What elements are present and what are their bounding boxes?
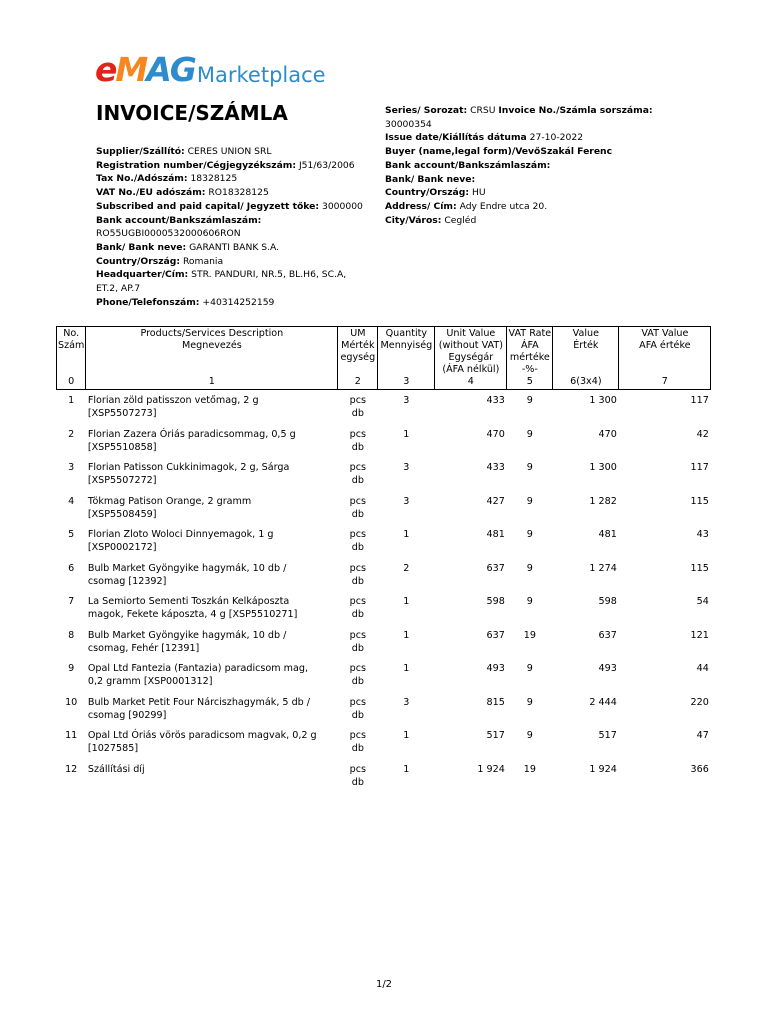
- vat-value-cell: 115: [690, 562, 709, 574]
- supplier-value: CERES UNION SRL: [187, 146, 272, 157]
- table-row: [57, 662, 711, 696]
- unit-of-measure-cell: pcs db: [349, 596, 367, 620]
- vat-rate-cell: 9: [526, 529, 533, 540]
- supplier-line: [96, 145, 366, 159]
- unit-of-measure-cell: pcs db: [349, 428, 367, 453]
- vat-value-cell: 44: [696, 663, 709, 674]
- line-value-cell: 481: [598, 529, 617, 540]
- row-number-cell: 12: [65, 763, 78, 775]
- unit-value-cell: 598: [486, 596, 505, 607]
- column-index: 5: [526, 376, 533, 387]
- buyer-label: Bank account/Bankszámlaszám:: [385, 159, 551, 171]
- row-number-cell: 6: [68, 562, 75, 574]
- table-row: [57, 528, 711, 562]
- vat-rate-cell: 9: [526, 696, 533, 708]
- buyer-label: City/Város:: [385, 214, 442, 226]
- column-header-label: UM Mérték egység: [340, 328, 376, 363]
- column-header: [338, 327, 378, 390]
- unit-value-cell: 517: [486, 730, 505, 741]
- line-value-cell: 1 274: [589, 562, 617, 574]
- supplier-value: GARANTI BANK S.A.: [189, 241, 280, 253]
- series-label: Series/ Sorozat:: [385, 105, 468, 116]
- supplier-line: [96, 186, 366, 200]
- series-line: [385, 104, 685, 118]
- vat-value-cell: 220: [690, 696, 709, 708]
- supplier-value: RO18328125: [208, 187, 269, 199]
- supplier-label: Subscribed and paid capital/ Jegyzett tőke:: [96, 200, 320, 212]
- line-value-cell: 493: [598, 663, 617, 674]
- product-description-cell: Tökmag Patison Orange, 2 gramm [XSP5508459]: [87, 495, 252, 520]
- issue-date-label: Issue date/Kiállítás dátuma: [385, 132, 527, 144]
- supplier-line: [96, 296, 366, 310]
- table-row: [57, 428, 711, 462]
- supplier-line: [96, 200, 366, 214]
- quantity-cell: 1: [403, 629, 410, 641]
- table-row: [57, 629, 711, 663]
- vat-rate-cell: 9: [526, 562, 533, 574]
- supplier-value: Romania: [182, 255, 224, 267]
- column-index: 7: [661, 376, 668, 387]
- column-header-label: Quantity Mennyiség: [380, 328, 433, 351]
- supplier-line: [96, 255, 366, 269]
- supplier-value: J51/63/2006: [298, 159, 355, 171]
- supplier-line: [96, 268, 366, 295]
- column-header-label: Products/Services Description Megnevezés: [140, 328, 284, 351]
- buyer-line: [385, 159, 685, 173]
- product-description-cell: Bulb Market Gyöngyike hagymák, 10 db / csomag, Fehér [12391]: [87, 629, 287, 654]
- supplier-value: RO55UGBI0000532000606RON: [96, 228, 241, 240]
- column-header-label: Value Érték: [572, 328, 600, 351]
- unit-of-measure-cell: pcs db: [349, 696, 367, 721]
- column-header: [86, 327, 338, 390]
- column-index: 2: [354, 376, 361, 387]
- unit-of-measure-cell: pcs db: [349, 663, 367, 687]
- row-number-cell: 5: [68, 529, 75, 540]
- invoice-number-line: [385, 118, 685, 132]
- buyer-line: [385, 200, 685, 214]
- product-description-cell: Florian Zloto Woloci Dinnyemagok, 1 g [XSP0002172]: [87, 529, 274, 553]
- logo-letter-g: G: [169, 50, 195, 89]
- quantity-cell: 3: [403, 462, 410, 473]
- line-value-cell: 1 300: [589, 395, 617, 406]
- supplier-line: [96, 159, 366, 173]
- row-number-cell: 1: [68, 395, 75, 406]
- supplier-label: VAT No./EU adószám:: [96, 187, 206, 199]
- table-row: [57, 461, 711, 495]
- row-number-cell: 8: [68, 629, 75, 641]
- issue-date-line: [385, 131, 685, 145]
- logo-marketplace-text: Marketplace: [196, 63, 326, 87]
- unit-value-cell: 1 924: [477, 763, 505, 775]
- buyer-label: Bank/ Bank neve:: [385, 173, 476, 185]
- column-index: 1: [208, 376, 215, 387]
- unit-of-measure-cell: pcs db: [349, 462, 367, 486]
- supplier-label: Headquarter/Cím:: [96, 269, 189, 281]
- supplier-label: Registration number/Cégjegyzékszám:: [96, 159, 297, 171]
- supplier-value: +40314252159: [202, 296, 275, 308]
- unit-value-cell: 637: [486, 562, 505, 574]
- column-header-label: Unit Value (without VAT) Egységár (ÁFA nélkül): [438, 328, 503, 375]
- line-value-cell: 637: [598, 629, 617, 641]
- table-row: [57, 495, 711, 529]
- table-header-row: [57, 327, 711, 390]
- quantity-cell: 1: [403, 428, 410, 440]
- issue-date-value: 27-10-2022: [529, 132, 584, 144]
- invoice-number-label: Invoice No./Számla sorszáma:: [498, 105, 653, 116]
- emag-marketplace-logo: [95, 52, 326, 88]
- vat-rate-cell: 19: [523, 763, 536, 775]
- line-value-cell: 517: [598, 730, 617, 741]
- column-header-label: No. Szám: [58, 328, 85, 351]
- invoice-items-table: [56, 326, 711, 796]
- buyer-label: Country/Ország:: [385, 187, 470, 199]
- unit-value-cell: 637: [486, 629, 505, 641]
- row-number-cell: 10: [65, 696, 78, 708]
- vat-value-cell: 54: [696, 596, 709, 607]
- product-description-cell: Florian Patisson Cukkinimagok, 2 g, Sárga [XSP5507272]: [87, 462, 290, 486]
- table-row: [57, 729, 711, 763]
- quantity-cell: 1: [403, 730, 410, 741]
- buyer-line: [385, 186, 685, 200]
- column-header: [435, 327, 507, 390]
- unit-value-cell: 427: [486, 495, 505, 507]
- supplier-line: [96, 214, 366, 241]
- vat-rate-cell: 9: [526, 395, 533, 406]
- line-value-cell: 1 300: [589, 462, 617, 473]
- row-number-cell: 2: [68, 428, 75, 440]
- supplier-label: Bank/ Bank neve:: [96, 241, 187, 253]
- vat-rate-cell: 9: [526, 495, 533, 507]
- product-description-cell: Szállítási díj: [87, 763, 145, 775]
- quantity-cell: 1: [403, 529, 410, 540]
- column-header-label: VAT Rate ÁFA mértéke -%-: [508, 328, 552, 375]
- buyer-line: [385, 214, 685, 228]
- vat-value-cell: 117: [690, 395, 709, 406]
- product-description-cell: Opal Ltd Fantezia (Fantazia) paradicsom mag, 0,2 gramm [XSP0001312]: [87, 663, 309, 687]
- column-header: [57, 327, 86, 390]
- quantity-cell: 3: [403, 696, 410, 708]
- unit-value-cell: 470: [486, 428, 505, 440]
- quantity-cell: 1: [403, 763, 410, 775]
- column-header-label: VAT Value AFA értéke: [639, 328, 691, 351]
- buyer-value: Ady Endre utca 20.: [459, 200, 548, 212]
- supplier-info: [96, 145, 366, 309]
- document-title: INVOICE/SZÁMLA: [96, 101, 288, 125]
- column-index: 0: [68, 376, 75, 387]
- table-row: [57, 595, 711, 629]
- column-index: 3: [403, 376, 410, 387]
- vat-value-cell: 42: [696, 428, 709, 440]
- series-value: CRSU: [470, 105, 496, 116]
- unit-of-measure-cell: pcs db: [349, 495, 367, 520]
- vat-rate-cell: 19: [523, 629, 536, 641]
- vat-value-cell: 115: [690, 495, 709, 507]
- supplier-value: 3000000: [321, 200, 363, 212]
- column-header: [619, 327, 711, 390]
- invoice-buyer-info: [385, 104, 685, 227]
- unit-value-cell: 433: [486, 395, 505, 406]
- unit-value-cell: 493: [486, 663, 505, 674]
- product-description-cell: Bulb Market Petit Four Nárciszhagymák, 5 db / csomag [90299]: [87, 696, 311, 721]
- buyer-line: [385, 173, 685, 187]
- product-description-cell: La Semiorto Sementi Toszkán Kelkáposzta magok, Fekete káposzta, 4 g [XSP5510271]: [87, 596, 298, 620]
- column-header: [553, 327, 619, 390]
- quantity-cell: 3: [403, 395, 410, 406]
- emag-logo-mark: [95, 50, 195, 89]
- vat-rate-cell: 9: [526, 596, 533, 607]
- page-number: 1/2: [375, 979, 393, 990]
- buyer-label: Address/ Cím:: [385, 200, 457, 212]
- product-description-cell: Florian zöld patisszon vetőmag, 2 g [XSP5507273]: [87, 395, 259, 419]
- buyer-value: Szakál Ferenc: [540, 146, 613, 158]
- unit-of-measure-cell: pcs db: [349, 529, 367, 553]
- vat-rate-cell: 9: [526, 462, 533, 473]
- product-description-cell: Florian Zazera Óriás paradicsommag, 0,5 g [XSP5510858]: [87, 428, 296, 453]
- column-index: 6(3x4): [570, 376, 602, 387]
- buyer-label: Buyer (name,legal form)/Vevő: [385, 146, 541, 158]
- vat-value-cell: 47: [696, 730, 709, 741]
- line-value-cell: 2 444: [589, 696, 617, 708]
- quantity-cell: 3: [403, 495, 410, 507]
- vat-value-cell: 366: [690, 763, 709, 775]
- row-number-cell: 7: [68, 596, 75, 607]
- line-value-cell: 470: [598, 428, 617, 440]
- logo-letter-a: A: [146, 50, 170, 89]
- buyer-info: [385, 145, 685, 227]
- unit-of-measure-cell: pcs db: [349, 562, 367, 587]
- row-number-cell: 9: [68, 663, 75, 674]
- supplier-label: Supplier/Szállító:: [96, 146, 185, 157]
- supplier-label: Phone/Telefonszám:: [96, 296, 200, 308]
- line-value-cell: 598: [598, 596, 617, 607]
- vat-value-cell: 43: [696, 529, 709, 540]
- supplier-value: 18328125: [190, 173, 238, 185]
- row-number-cell: 11: [65, 730, 78, 741]
- product-description-cell: Bulb Market Gyöngyike hagymák, 10 db / csomag [12392]: [87, 562, 287, 587]
- unit-value-cell: 433: [486, 462, 505, 473]
- table-row: [57, 394, 711, 428]
- vat-value-cell: 117: [690, 462, 709, 473]
- table-row: [57, 696, 711, 730]
- unit-value-cell: 815: [486, 696, 505, 708]
- column-header: [378, 327, 435, 390]
- table-row: [57, 763, 711, 797]
- vat-value-cell: 121: [690, 629, 709, 641]
- logo-letter-m: M: [115, 50, 147, 89]
- buyer-line: [385, 145, 685, 159]
- unit-of-measure-cell: pcs db: [349, 763, 367, 788]
- logo-letter-e: e: [95, 50, 116, 89]
- table-row: [57, 562, 711, 596]
- quantity-cell: 2: [403, 562, 410, 574]
- row-number-cell: 3: [68, 462, 75, 473]
- supplier-line: [96, 172, 366, 186]
- invoice-number-value: 30000354: [385, 118, 432, 130]
- table-body: [57, 390, 711, 797]
- vat-rate-cell: 9: [526, 730, 533, 741]
- row-number-cell: 4: [68, 495, 75, 507]
- quantity-cell: 1: [403, 663, 410, 674]
- unit-of-measure-cell: pcs db: [349, 730, 367, 754]
- line-value-cell: 1 924: [589, 763, 617, 775]
- column-index: 4: [467, 376, 474, 387]
- supplier-label: Country/Ország:: [96, 255, 181, 267]
- supplier-label: Tax No./Adószám:: [96, 173, 188, 185]
- line-value-cell: 1 282: [589, 495, 617, 507]
- buyer-value: HU: [471, 187, 486, 199]
- vat-rate-cell: 9: [526, 428, 533, 440]
- unit-of-measure-cell: pcs db: [349, 395, 367, 419]
- product-description-cell: Opal Ltd Óriás vörös paradicsom magvak, 0,2 g [1027585]: [87, 730, 317, 754]
- quantity-cell: 1: [403, 596, 410, 607]
- vat-rate-cell: 9: [526, 663, 533, 674]
- unit-of-measure-cell: pcs db: [349, 629, 367, 654]
- unit-value-cell: 481: [486, 529, 505, 540]
- supplier-value: STR. PANDURI, NR.5, BL.H6, SC.A, ET.2, AP.7: [96, 269, 347, 295]
- column-header: [507, 327, 553, 390]
- supplier-label: Bank account/Bankszámlaszám:: [96, 214, 262, 226]
- supplier-line: [96, 241, 366, 255]
- buyer-value: Cegléd: [444, 214, 477, 226]
